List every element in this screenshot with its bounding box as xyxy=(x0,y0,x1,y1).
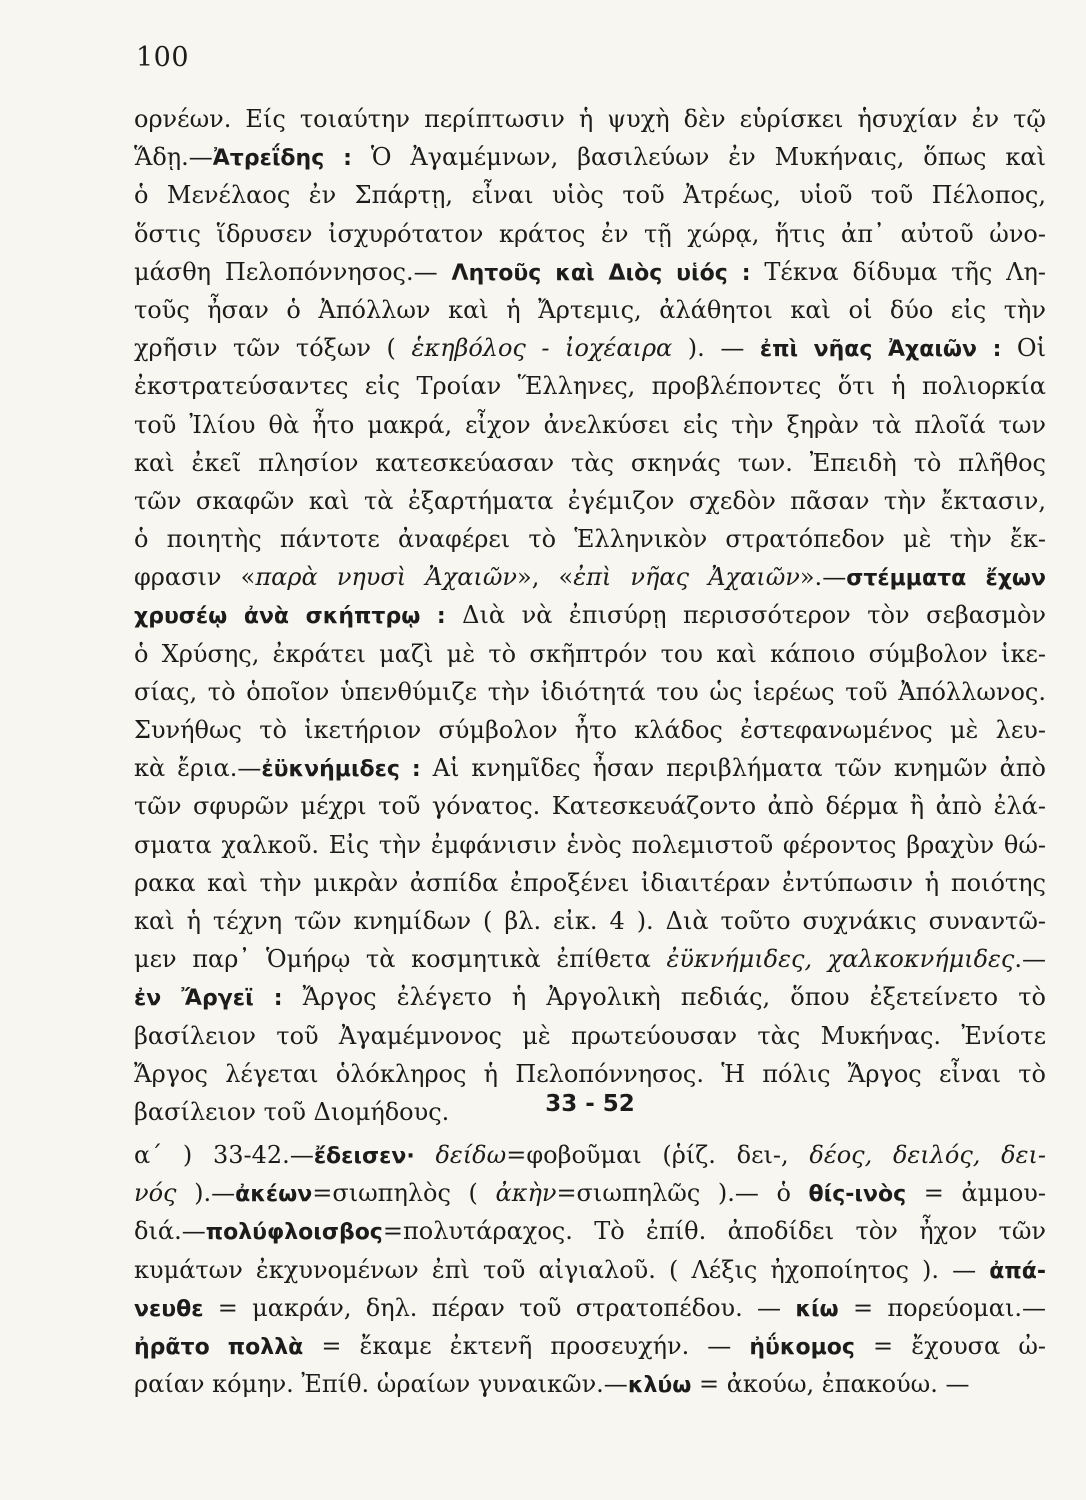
text-span: Ὁ Ἀγαμέμνων, βασιλεύων ἐν Μυκήναις, ὅπως καὶ xyxy=(351,143,1046,172)
text-line xyxy=(134,902,1046,940)
text-span: », « xyxy=(517,563,574,592)
lemma-term: ἀπά- xyxy=(989,1258,1046,1284)
text-line xyxy=(134,520,1046,558)
text-span: Ἄργος λέγεται ὁλόκληρος ἡ Πελοπόννησος. Ἡ πόλις Ἄργος εἶναι τὸ xyxy=(134,1059,1046,1088)
lemma-term: ἠρᾶτο πολλὰ xyxy=(134,1334,304,1360)
text-span: μεν παρ᾽ Ὁμήρῳ τὰ κοσμητικὰ ἐπίθετα xyxy=(134,945,667,974)
lemma-term: κίω xyxy=(795,1296,839,1322)
lemma-term: θίς-ινὸς xyxy=(808,1182,907,1208)
text-span: ορνέων. Είς τοιαύτην περίπτωσιν ἡ ψυχὴ δὲν εὑρίσκει ἡσυχίαν ἐν τῷ xyxy=(134,105,1046,133)
text-span: τοῦ Ἰλίου θὰ ἦτο μακρά, εἶχον ἀνελκύσει εἰς τὴν ξηρὰν τὰ πλοῖά των xyxy=(134,410,1046,439)
text-span: καὶ ἡ τέχνη τῶν κνημίδων ( βλ. εἰκ. 4 ). Διὰ τοῦτο συχνάκις συναντῶ- xyxy=(134,906,1046,935)
text-span: .— xyxy=(1014,945,1047,974)
text-span: διά.— xyxy=(134,1217,206,1246)
text-line xyxy=(134,1327,1046,1365)
text-span: =σιωπηλὸς ( xyxy=(312,1179,496,1208)
text-span: Τέκνα δίδυμα τῆς Λη- xyxy=(750,257,1046,286)
text-span: ὁ ποιητὴς πάντοτε ἀναφέρει τὸ Ἑλληνικὸν στρατόπεδον μὲ τὴν ἔκ- xyxy=(134,525,1046,554)
text-span: κὰ ἔρια.— xyxy=(134,754,262,783)
text-line xyxy=(134,673,1046,711)
text-span: μάσθη Πελοπόννησος.— xyxy=(134,257,452,286)
text-line xyxy=(134,253,1046,291)
lemma-term: ἔδεισεν· xyxy=(313,1144,415,1169)
lemma-term: Ἀτρεΐδης : xyxy=(212,146,352,172)
lemma-term: ἠΰκομος xyxy=(749,1334,855,1360)
text-span: = ἔκαμε ἐκτενῆ προσευχήν. — xyxy=(303,1331,750,1360)
italic-term: παρὰ νηυσὶ Ἀχαιῶν xyxy=(255,563,518,592)
lemma-term: Λητοῦς καὶ Διὸς υἱός : xyxy=(451,260,751,286)
text-span xyxy=(415,1141,436,1169)
italic-term: ἑκηβόλος - ἰοχέαιρα xyxy=(411,334,673,363)
text-line xyxy=(134,406,1046,444)
text-line xyxy=(134,138,1046,176)
lemma-term: στέμματα ἔχων xyxy=(846,566,1046,592)
text-span: Διὰ νὰ ἐπισύρῃ περισσότερον τὸν σεβασμὸν xyxy=(445,601,1046,630)
commentary-paragraph-1 xyxy=(134,100,1046,1131)
text-line xyxy=(134,558,1046,596)
text-line xyxy=(134,291,1046,329)
text-line xyxy=(134,1251,1046,1289)
text-span: σματα χαλκοῦ. Εἰς τὴν ἐμφάνισιν ἑνὸς πολεμιστοῦ φέροντος βραχὺν θώ- xyxy=(134,830,1046,859)
text-line xyxy=(134,367,1046,405)
lemma-term: ἀκέων xyxy=(235,1182,313,1208)
text-span: ὁ Μενέλαος ἐν Σπάρτῃ, εἶναι υἱὸς τοῦ Ἀτρέως, υἱοῦ τοῦ Πέλοπος, xyxy=(134,181,1046,210)
text-span: =φοβοῦμαι (ῥίζ. δει-, xyxy=(506,1141,810,1169)
page-number: 100 xyxy=(136,42,190,73)
text-span: ὁ Χρύσης, ἐκράτει μαζὶ μὲ τὸ σκῆπτρόν του καὶ κάποιο σύμβολον ἱκε- xyxy=(134,639,1046,668)
text-span: = ἔχουσα ὠ- xyxy=(854,1331,1047,1360)
italic-term: δέος, δειλός, δει- xyxy=(809,1141,1046,1169)
text-span: τῶν σφυρῶν μέχρι τοῦ γόνατος. Κατεσκευάζοντο ἀπὸ δέρμα ἢ ἀπὸ ἐλά- xyxy=(134,792,1046,821)
italic-term: νός xyxy=(134,1179,177,1208)
text-span: = μακράν, δηλ. πέραν τοῦ στρατοπέδου. — xyxy=(203,1293,796,1322)
text-span: χρῆσιν τῶν τόξων ( xyxy=(134,334,412,363)
text-span: φρασιν « xyxy=(134,563,256,592)
text-span: α´ ) 33-42.— xyxy=(134,1141,314,1169)
text-span: Ἅδῃ.— xyxy=(134,143,213,172)
text-span: κυμάτων ἐκχυνομένων ἐπὶ τοῦ αἰγιαλοῦ. ( Λέξις ἠχοποίητος ). — xyxy=(134,1255,990,1284)
text-span: βασίλειον τοῦ Διομήδους. xyxy=(134,1097,450,1126)
text-line xyxy=(134,215,1046,253)
text-span: =πολυτάραχος. Τὸ ἐπίθ. ἀποδίδει τὸν ἦχον τῶν xyxy=(382,1217,1046,1246)
text-span: ). — xyxy=(672,334,760,363)
text-line xyxy=(134,176,1046,214)
text-line xyxy=(134,329,1046,367)
lemma-term: νευθε xyxy=(134,1296,204,1322)
text-line xyxy=(134,711,1046,749)
lemma-term: ἐν Ἄργεϊ : xyxy=(134,986,283,1012)
italic-term: δείδω xyxy=(435,1141,507,1169)
lemma-term: χρυσέῳ ἀνὰ σκήπτρῳ : xyxy=(134,604,446,630)
text-span: τοῦς ἦσαν ὁ Ἀπόλλων καὶ ἡ Ἄρτεμις, ἀλάθητοι καὶ οἱ δύο εἰς τὴν xyxy=(134,295,1046,324)
text-span: = ἀκούω, ἐπακούω. — xyxy=(691,1370,970,1399)
text-span: καὶ ἐκεῖ πλησίον κατεσκεύασαν τὰς σκηνάς των. Ἐπειδὴ τὸ πλῆθος xyxy=(134,448,1046,477)
lemma-term: κλύω xyxy=(627,1373,692,1399)
text-span: Συνήθως τὸ ἱκετήριον σύμβολον ἦτο κλάδος ἐστεφανωμένος μὲ λευ- xyxy=(134,716,1046,744)
text-line xyxy=(134,482,1046,520)
lemma-term: ἐπὶ νῆας Ἀχαιῶν : xyxy=(759,337,1002,363)
text-span: ».— xyxy=(799,563,847,592)
text-span: βασίλειον τοῦ Ἀγαμέμνονος μὲ πρωτεύουσαν τὰς Μυκήνας. Ἐνίοτε xyxy=(134,1021,1046,1050)
text-line xyxy=(134,787,1046,825)
text-line xyxy=(134,978,1046,1016)
text-line xyxy=(134,1174,1046,1212)
text-span: = ἀμμου- xyxy=(906,1179,1046,1208)
text-span: ραίαν κόμην. Ἐπίθ. ὡραίων γυναικῶν.— xyxy=(134,1370,628,1399)
text-line xyxy=(134,940,1046,978)
text-line xyxy=(134,749,1046,787)
text-line xyxy=(134,635,1046,673)
text-span: ).— xyxy=(176,1179,236,1208)
text-span: =σιωπηλῶς ).— ὁ xyxy=(556,1179,809,1208)
text-line xyxy=(134,1365,1046,1403)
text-line xyxy=(134,100,1046,138)
text-line xyxy=(134,596,1046,634)
commentary-paragraph-2 xyxy=(134,1136,1046,1403)
text-line xyxy=(134,444,1046,482)
text-line xyxy=(134,1289,1046,1327)
lemma-term: πολύφλοισβος xyxy=(205,1220,383,1246)
text-span: τῶν σκαφῶν καὶ τὰ ἐξαρτήματα ἐγέμιζον σχεδὸν πᾶσαν τὴν ἔκτασιν, xyxy=(134,486,1046,515)
text-line xyxy=(134,864,1046,902)
text-span: ἐκστρατεύσαντες εἰς Τροίαν Ἕλληνες, προβλέποντες ὅτι ἡ πολιορκία xyxy=(134,372,1046,401)
lemma-term: ἐϋκνήμιδες : xyxy=(261,757,421,783)
text-span: σίας, τὸ ὁποῖον ὑπενθύμιζε τὴν ἰδιότητά του ὡς ἱερέως τοῦ Ἀπόλλωνος. xyxy=(134,677,1046,706)
text-span: ὅστις ἵδρυσεν ἰσχυρότατον κράτος ἐν τῇ χώρᾳ, ἥτις ἀπ᾽ αὐτοῦ ὠνο- xyxy=(134,219,1046,248)
italic-term: ἐπὶ νῆας Ἀχαιῶν xyxy=(573,563,800,592)
text-span: = πορεύομαι.— xyxy=(838,1293,1047,1322)
text-line xyxy=(134,826,1046,864)
text-span: ρακα καὶ τὴν μικρὰν ἀσπίδα ἐπροξένει ἰδιαιτέραν ἐντύπωσιν ἡ ποιότης xyxy=(134,868,1046,897)
text-span: Ἄργος ἐλέγετο ἡ Ἀργολικὴ πεδιάς, ὅπου ἐξετείνετο τὸ xyxy=(282,983,1046,1012)
italic-term: ἐϋκνήμιδες, χαλκοκνήμιδες xyxy=(666,945,1015,974)
italic-term: ἀκὴν xyxy=(495,1179,557,1208)
text-span: Οἱ xyxy=(1001,334,1046,363)
text-line xyxy=(134,1017,1046,1055)
text-line xyxy=(134,1136,1046,1174)
section-heading: 33 - 52 xyxy=(545,1091,635,1117)
text-span: Αἱ κνημῖδες ἦσαν περιβλήματα τῶν κνημῶν ἀπὸ xyxy=(420,754,1047,783)
text-line xyxy=(134,1212,1046,1250)
